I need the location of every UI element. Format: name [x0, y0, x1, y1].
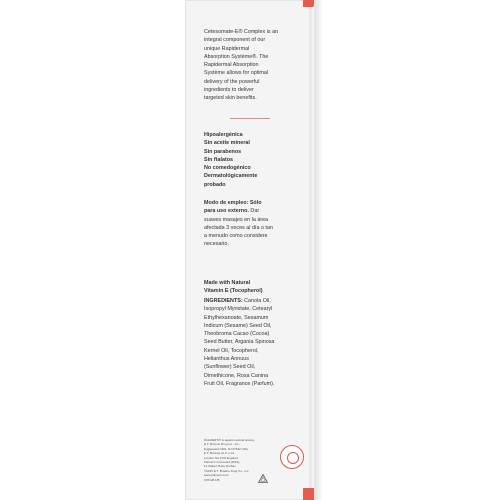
vitamin-heading: Made with Natural Vitamin E (Tocopherol) — [204, 280, 263, 295]
ingredients-block — [204, 297, 308, 388]
claims-list: Hipoalergénica Sin aceite mineral Sin parabenos Sin ftalatos No comedogénico Dermatológicamente probado — [204, 132, 258, 188]
usage-block — [204, 199, 308, 249]
ingredients-label: INGREDIENTS: — [204, 298, 243, 304]
ingredients-text: Canola Oil, Isopropyl Myristate, Cetearyl Ethylhexanoate, Sesamum Indicum (Sesame) Seed Oil, Theobroma Cacao (Cocoa) Seed Butter, Argania Spinosa Kernel Oil, Tocopherol, Helianthus Annuus (Sunflower) Seed Oil, Dimethicone, Rosa Canina Fruit Oil, Fragrance (Parfum). — [204, 298, 275, 387]
red-accent-bottom — [303, 488, 314, 500]
intro-paragraph: Cetesomate-E® Complex is an integral component of our unique Rapidermal Absorption Système®. The Rapidermal Absorption Système allows for optimal delivery of the powerful ingredients to deliver targeted skin benefits. — [204, 29, 279, 102]
carton-shadow — [315, 0, 323, 500]
red-accent-top — [303, 0, 314, 7]
usage-text: Dar suaves masajes en la área afectada 3 veces al día o tan a menudo como considere necesario. — [204, 208, 273, 248]
fine-print: PALMER'S® is against animal testing. E.T. Browne Drug Co., Inc., Englewood Cliffs, NJ 07632 USA E.T. Browne (U.K.) Ltd., London N3 1TW England Palmer's Cosmetics (RSA), 12 Walter Place Durban ©2015 E.T. Browne Drug Co., Inc. www.palmers.com F97128.1/B — [204, 438, 255, 482]
carton-fold-stripe — [309, 0, 312, 500]
cruelty-free-seal-icon — [280, 445, 304, 469]
recycle-icon — [258, 474, 268, 483]
divider-rule — [230, 118, 270, 119]
seal-inner-ring — [287, 452, 299, 464]
usage-label: Modo de empleo: Sólo para uso externo. — [204, 200, 262, 215]
